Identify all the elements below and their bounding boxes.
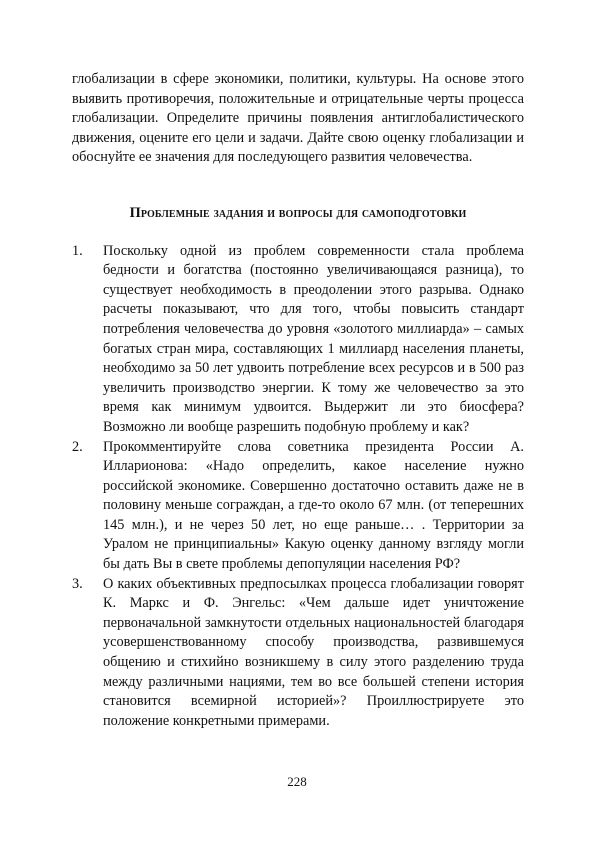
question-item bbox=[72, 575, 524, 732]
question-number: 2. bbox=[72, 438, 83, 455]
question-item bbox=[72, 438, 524, 575]
question-text: О каких объективных предпосылках процесса глобализации говорят К. Маркс и Ф. Энгельс: «Чем дальше идет уничтожение первоначальной замкнутости отдельных национальностей благодаря усовершенствованному способу производства, развившемуся общению и стихийно возникшему в силу этого разделению труда между различными нациями, тем во все большей степени история становится всемирной историей»? Проиллюстрируете это положение конкретными примерами. bbox=[103, 575, 524, 729]
question-number: 1. bbox=[72, 242, 83, 259]
question-item bbox=[72, 242, 524, 438]
intro-paragraph: глобализации в сфере экономики, политики, культуры. На основе этого выявить противоречия, положительные и отрицательные черты процесса глобализации. Определите причины появления антиглобалистического движения, оцените его цели и задачи. Дайте свою оценку глобализации и обоснуйте ее значения для последующего развития человечества. bbox=[72, 71, 524, 166]
page-body bbox=[72, 70, 524, 731]
page-number: 228 bbox=[287, 774, 307, 789]
section-heading: Проблемные задания и вопросы для самоподготовки bbox=[129, 204, 467, 221]
question-number: 3. bbox=[72, 575, 83, 592]
question-text: Прокомментируйте слова советника президента России А. Илларионова: «Надо определить, какое население нужно российской экономике. Совершенно достаточно оставить даже не в половину меньше сограждан, а где-то около 67 млн. (от теперешних 145 млн.), и не через 50 лет, но еще раньше… . Территории за Уралом не принципиальны» Какую оценку данному взгляду могли бы дать Вы в свете проблемы депопуляции населения РФ? bbox=[103, 438, 524, 573]
question-text: Поскольку одной из проблем современности стала проблема бедности и богатства (постоянно увеличивающаяся разница), то существует необходимость в преодолении этого разрыва. Однако расчеты показывают, что для того, чтобы повысить стандарт потребления человечества до уровня «золотого миллиарда» – самых богатых стран мира, составляющих 1 миллиард населения планеты, необходимо за 50 лет удвоить потребление всех ресурсов и в 500 раз увеличить производство энергии. К тому же человечество за это время как минимум удвоится. Выдержит ли это биосфера? Возможно ли вообще разрешить подобную проблему и как? bbox=[103, 242, 524, 435]
questions-list bbox=[72, 242, 524, 732]
